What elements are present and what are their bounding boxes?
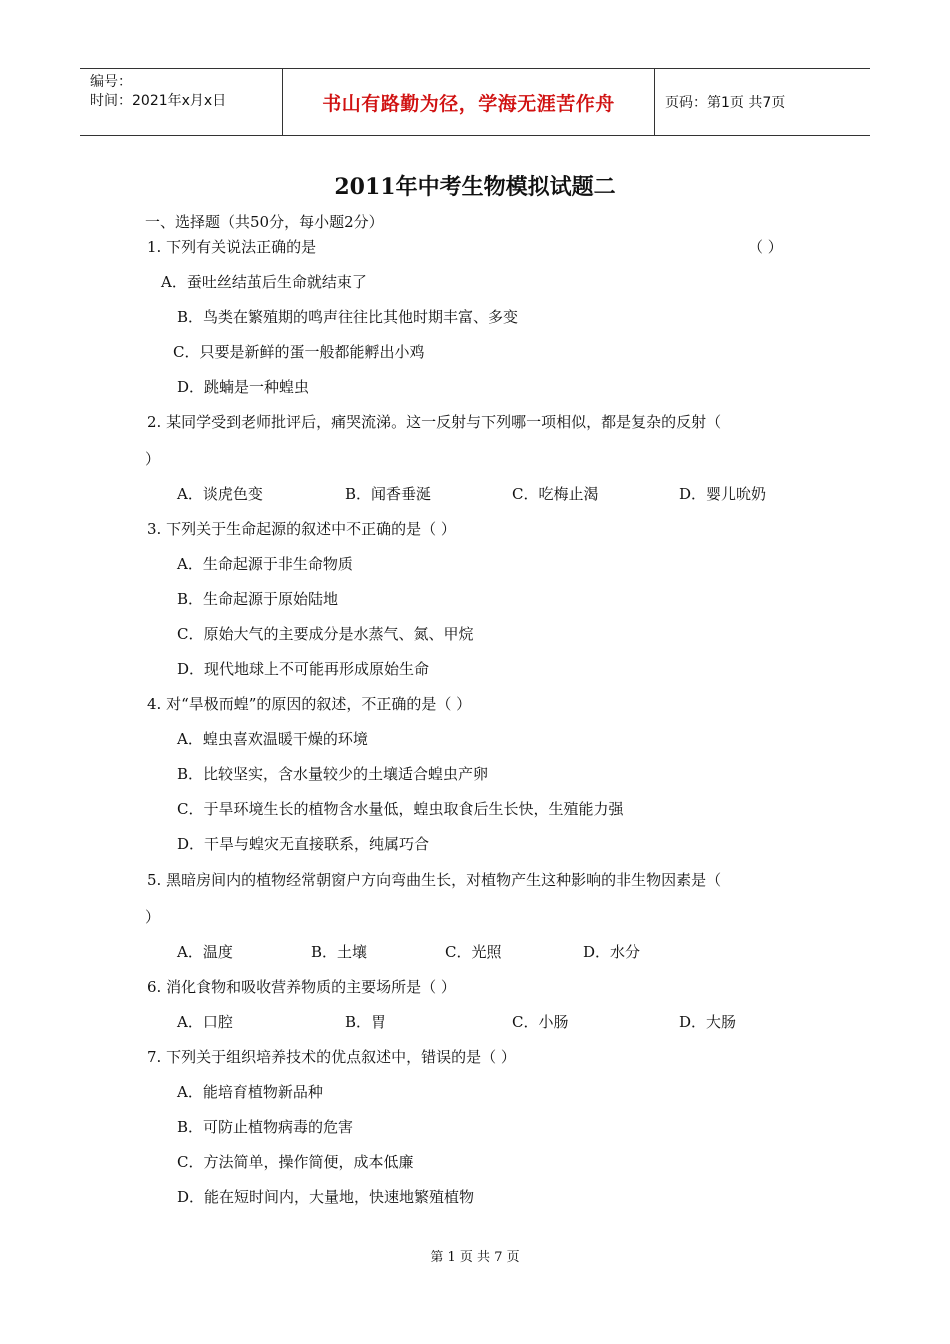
header-number: 编号： bbox=[90, 74, 132, 90]
question-7-stem: 7. 下列关于组织培养技术的优点叙述中，错误的是（ ） bbox=[147, 1048, 516, 1066]
question-6-option-a: A．口腔 bbox=[177, 1013, 233, 1031]
question-7-option-d: D．能在短时间内，大量地，快速地繁殖植物 bbox=[177, 1188, 475, 1206]
question-7-option-b: B．可防止植物病毒的危害 bbox=[177, 1118, 354, 1136]
question-5-option-d: D．水分 bbox=[583, 943, 641, 961]
page-title: 2011年中考生物模拟试题二 bbox=[334, 174, 616, 200]
question-1-option-c: C．只要是新鲜的蛋一般都能孵出小鸡 bbox=[173, 343, 425, 361]
question-7-option-a: A．能培育植物新品种 bbox=[177, 1083, 323, 1101]
question-2-option-c: C．吃梅止渴 bbox=[512, 485, 599, 503]
question-5-option-a: A．温度 bbox=[177, 943, 233, 961]
header-motto-cell bbox=[282, 69, 655, 135]
question-2-stem-continuation: ） bbox=[145, 450, 161, 468]
section-heading: 一、选择题（共50分，每小题2分） bbox=[145, 213, 384, 231]
question-1-option-a: A．蚕吐丝结茧后生命就结束了 bbox=[161, 273, 367, 291]
question-2-option-d: D．婴儿吮奶 bbox=[679, 485, 767, 503]
question-4-option-d: D．干旱与蝗灾无直接联系，纯属巧合 bbox=[177, 835, 430, 853]
question-3-option-a: A．生命起源于非生命物质 bbox=[177, 555, 353, 573]
question-1-option-d: D．跳蝻是一种蝗虫 bbox=[177, 378, 310, 396]
question-3-option-b: B．生命起源于原始陆地 bbox=[177, 590, 339, 608]
question-3-stem: 3. 下列关于生命起源的叙述中不正确的是（ ） bbox=[147, 520, 456, 538]
document-header bbox=[80, 68, 870, 136]
question-4-stem: 4. 对“旱极而蝗”的原因的叙述，不正确的是（ ） bbox=[147, 695, 472, 713]
question-4-option-a: A．蝗虫喜欢温暖干燥的环境 bbox=[177, 730, 368, 748]
question-4-option-b: B．比较坚实，含水量较少的土壤适合蝗虫产卵 bbox=[177, 765, 489, 783]
question-6-stem: 6. 消化食物和吸收营养物质的主要场所是（ ） bbox=[147, 978, 456, 996]
header-page-info: 页码：第1页 共7页 bbox=[665, 95, 786, 111]
question-2-option-a: A．谈虎色变 bbox=[177, 485, 263, 503]
question-2-option-b: B．闻香垂涎 bbox=[345, 485, 432, 503]
header-motto: 书山有路勤为径，学海无涯苦作舟 bbox=[322, 92, 615, 115]
question-3-option-c: C．原始大气的主要成分是水蒸气、氮、甲烷 bbox=[177, 625, 474, 643]
question-5-stem: 5. 黑暗房间内的植物经常朝窗户方向弯曲生长，对植物产生这种影响的非生物因素是（ bbox=[147, 871, 722, 889]
question-2-stem: 2. 某同学受到老师批评后，痛哭流涕。这一反射与下列哪一项相似，都是复杂的反射（ bbox=[147, 413, 722, 431]
question-6-option-c: C．小肠 bbox=[512, 1013, 569, 1031]
question-1-stem: 1. 下列有关说法正确的是 bbox=[147, 238, 317, 256]
question-1-option-b: B．鸟类在繁殖期的鸣声往往比其他时期丰富、多变 bbox=[177, 308, 519, 326]
question-7-option-c: C．方法简单，操作简便，成本低廉 bbox=[177, 1153, 414, 1171]
question-1-answer-blank: （ ） bbox=[748, 238, 783, 256]
header-meta bbox=[80, 69, 282, 135]
page-footer: 第 1 页 共 7 页 bbox=[430, 1250, 520, 1265]
question-6-option-b: B．胃 bbox=[345, 1013, 387, 1031]
header-time: 时间：2021年x月x日 bbox=[90, 93, 227, 109]
question-5-option-b: B．土壤 bbox=[311, 943, 368, 961]
question-3-option-d: D．现代地球上不可能再形成原始生命 bbox=[177, 660, 430, 678]
question-6-option-d: D．大肠 bbox=[679, 1013, 737, 1031]
question-5-stem-continuation: ） bbox=[145, 908, 161, 926]
question-4-option-c: C．于旱环境生长的植物含水量低，蝗虫取食后生长快，生殖能力强 bbox=[177, 800, 624, 818]
question-5-option-c: C．光照 bbox=[445, 943, 502, 961]
